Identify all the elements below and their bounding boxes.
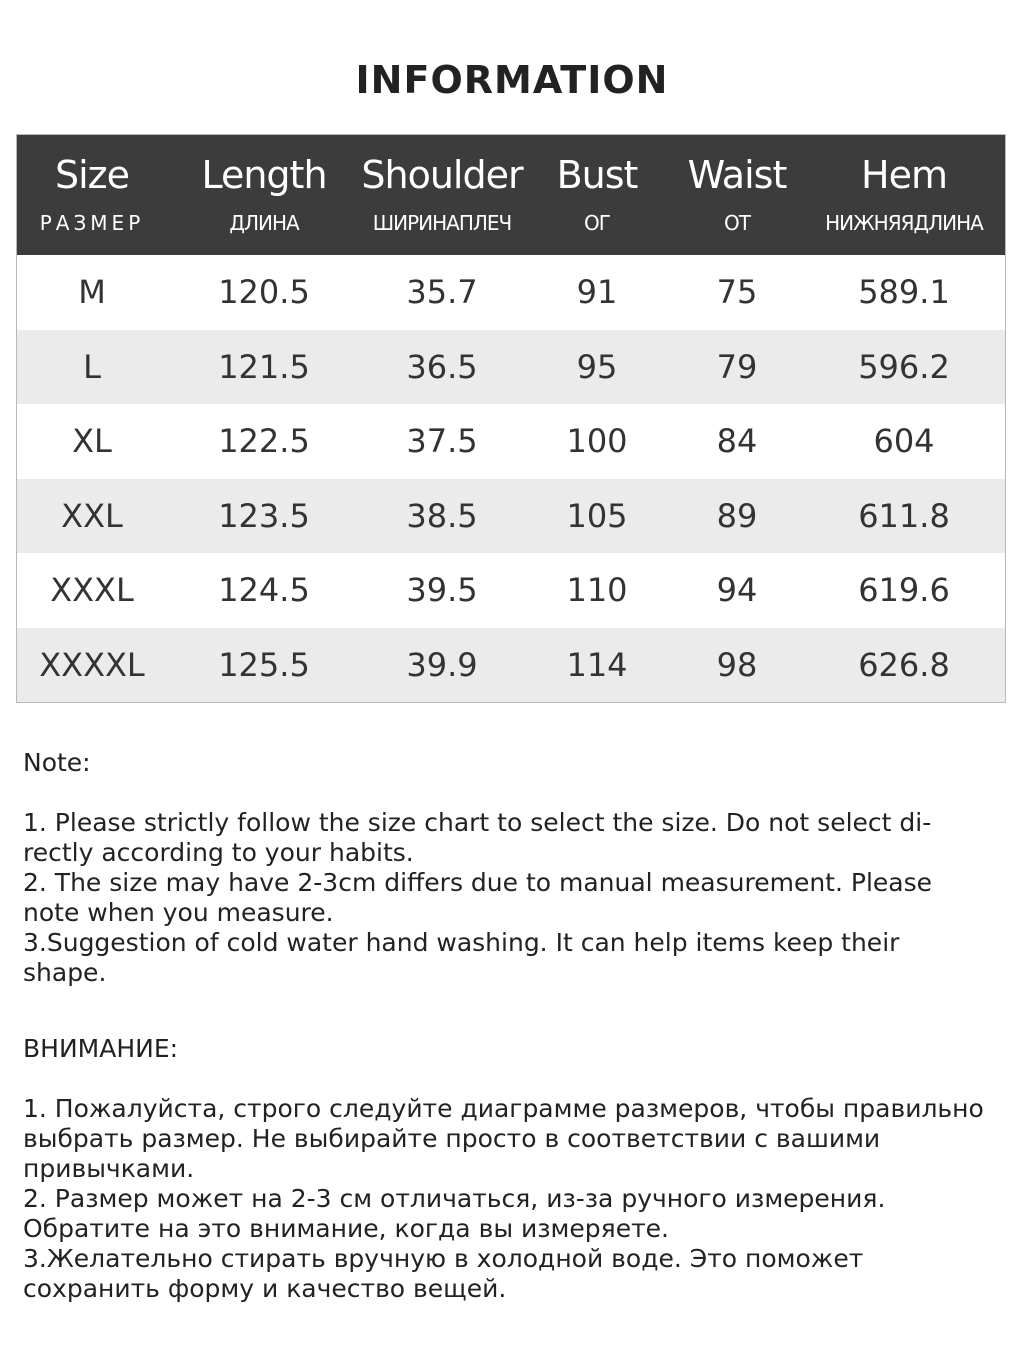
cell-shoulder: 36.5 [406,347,478,386]
table-header [17,135,1005,255]
cell-shoulder: 39.5 [406,571,478,610]
table-row [17,628,1005,703]
table-row [17,553,1005,628]
cell-bust: 105 [566,496,628,535]
note-body-en [23,808,1003,988]
page-title: INFORMATION [355,58,669,102]
header-label-en: Shoulder [361,153,523,197]
cell-shoulder: 37.5 [406,422,478,461]
note-line: 3.Suggestion of cold water hand washing. It can help items keep their [23,928,900,957]
cell-size: M [78,273,106,312]
header-label-ru: НИЖНЯЯДЛИНА [825,211,983,235]
note-line: Обратите на это внимание, когда вы измеряете. [23,1214,669,1243]
cell-length: 123.5 [218,496,310,535]
note-heading-en: Note: [23,748,91,777]
note-line: сохранить форму и качество вещей. [23,1274,507,1303]
table-row [17,479,1005,554]
cell-hem: 626.8 [858,645,950,684]
note-line: 1. Пожалуйста, строго следуйте диаграмме размеров, чтобы правильно [23,1094,984,1123]
cell-waist: 84 [716,422,758,461]
cell-shoulder: 35.7 [406,273,478,312]
cell-waist: 79 [716,347,758,386]
note-line: выбрать размер. Не выбирайте просто в соответствии с вашими [23,1124,881,1153]
header-label-en: Size [54,153,129,197]
header-length [167,135,361,255]
note-line: shape. [23,958,107,987]
cell-length: 121.5 [218,347,310,386]
cell-hem: 619.6 [858,571,950,610]
cell-hem: 589.1 [858,273,950,312]
table-row [17,255,1005,330]
table-row [17,330,1005,405]
cell-bust: 91 [576,273,618,312]
cell-length: 124.5 [218,571,310,610]
note-heading-ru: ВНИМАНИЕ: [23,1034,179,1063]
cell-length: 122.5 [218,422,310,461]
cell-waist: 94 [716,571,758,610]
cell-hem: 596.2 [858,347,950,386]
cell-size: XXXL [50,571,134,610]
header-label-ru: РАЗМЕР [39,211,145,235]
cell-shoulder: 39.9 [406,645,478,684]
note-line: 3.Желательно стирать вручную в холодной воде. Это поможет [23,1244,864,1273]
cell-bust: 110 [566,571,628,610]
table-row [17,404,1005,479]
cell-length: 120.5 [218,273,310,312]
cell-size: XXL [61,496,123,535]
header-hem [803,135,1005,255]
size-chart-table [16,134,1006,703]
cell-hem: 611.8 [858,496,950,535]
cell-waist: 75 [716,273,758,312]
cell-bust: 95 [576,347,618,386]
header-label-ru: ДЛИНА [229,211,299,235]
header-waist [671,135,803,255]
header-size [17,135,167,255]
header-shoulder [361,135,523,255]
cell-shoulder: 38.5 [406,496,478,535]
note-line: 2. The size may have 2-3cm differs due to manual measurement. Please [23,868,933,897]
header-label-en: Hem [861,153,947,197]
cell-size: XXXXL [39,645,145,684]
note-line: note when you measure. [23,898,334,927]
cell-size: L [83,347,101,386]
header-label-ru: ОГ [584,211,610,235]
cell-hem: 604 [873,422,935,461]
cell-bust: 114 [566,645,628,684]
cell-bust: 100 [566,422,628,461]
header-label-en: Length [201,153,327,197]
header-label-ru: ОТ [724,211,750,235]
cell-size: XL [72,422,112,461]
note-line: привычками. [23,1154,195,1183]
cell-length: 125.5 [218,645,310,684]
note-line: 2. Размер может на 2-3 см отличаться, из-за ручного измерения. [23,1184,886,1213]
note-line: rectly according to your habits. [23,838,414,867]
header-bust [523,135,671,255]
header-label-ru: ШИРИНАПЛЕЧ [372,211,512,235]
header-label-en: Waist [687,153,787,197]
note-line: 1. Please strictly follow the size chart to select the size. Do not select di- [23,808,932,837]
cell-waist: 89 [716,496,758,535]
note-body-ru [23,1094,1003,1304]
header-label-en: Bust [556,153,638,197]
cell-waist: 98 [716,645,758,684]
